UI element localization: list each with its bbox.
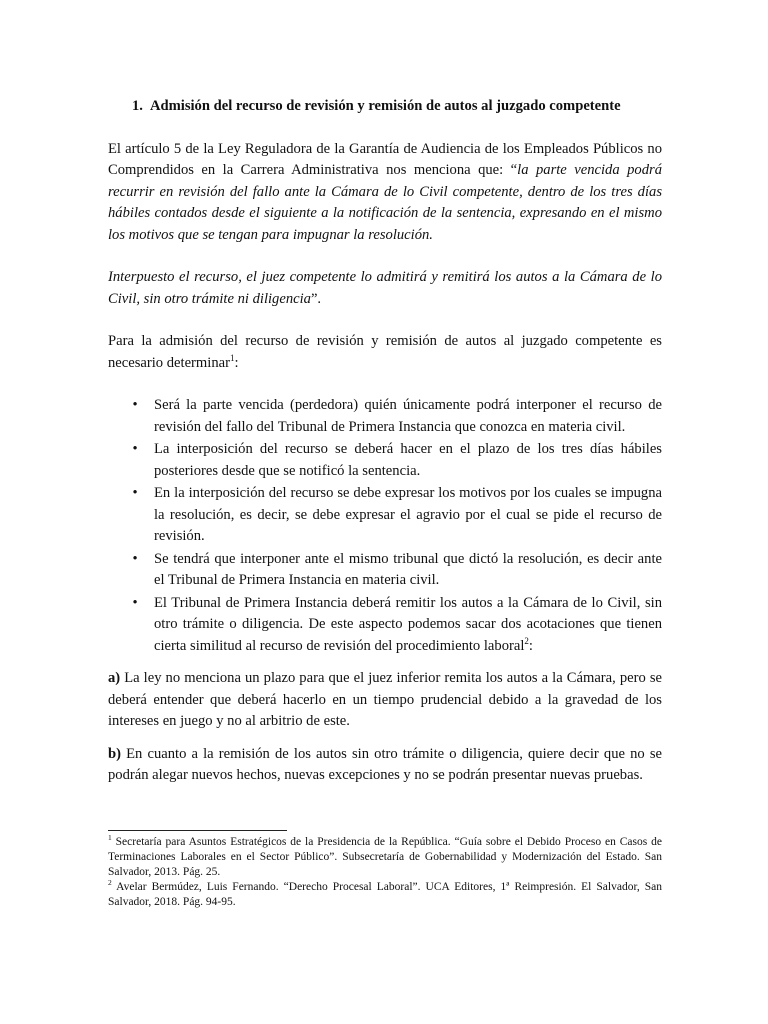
footnote-ref-1[interactable]: 1	[229, 352, 235, 363]
quoted-law-text: la parte vencida podrá recurrir en revisión del fallo ante la Cámara de lo Civil competente, dentro de los tres días hábiles contados desde el siguiente a la notificación de la sentencia, expresando en el mismo los motivos que se tengan para impugnar la resolución.	[108, 162, 662, 243]
paragraph-intro-text: El artículo 5 de la Ley Reguladora de la Garantía de Audiencia de los Empleados Públicos no Comprendidos en la Carrera Administrativa nos menciona que: “	[108, 140, 662, 178]
footnote-1	[108, 835, 662, 880]
document-body	[108, 96, 662, 787]
point-b-label: b)	[108, 745, 121, 762]
paragraph-article-5	[108, 139, 662, 247]
footnote-number: 2	[108, 878, 112, 888]
bullet-icon: •	[132, 441, 138, 457]
list-item	[108, 483, 662, 548]
point-a-text: La ley no menciona un plazo para que el juez inferior remita los autos a la Cámara, pero se deberá entender que deberá hacerlo en un tiempo prudencial debido a la gravedad de los intereses en juego y no al arbitrio de este.	[108, 670, 662, 729]
section-number: 1.	[132, 98, 143, 114]
list-item-text: La interposición del recurso se deberá hacer en el plazo de los tres días hábiles posteriores desde que se notificó la sentencia.	[154, 441, 662, 479]
bullet-icon: •	[132, 550, 138, 567]
list-item-colon: :	[528, 637, 533, 654]
footnote-text: Secretaría para Asuntos Estratégicos de la Presidencia de la República. “Guía sobre el Debido Proceso en Casos de Terminaciones Laborales en el Sector Público”. Subsecretaría de Gobernabilidad y Modernización del Estado. San Salvador, 2013. Pág. 25.	[108, 836, 662, 878]
requirements-intro-colon: :	[234, 354, 239, 371]
list-item-text: En la interposición del recurso se debe expresar los motivos por los cuales se impugna la resolución, es decir, se debe expresar el agravio por el cual se pide el recurso de revisión.	[154, 485, 662, 544]
footnote-ref-2[interactable]: 2	[524, 635, 529, 646]
list-item	[108, 593, 662, 658]
quote-close: ”.	[310, 290, 322, 307]
footnotes	[108, 830, 662, 910]
footnote-2	[108, 880, 662, 910]
paragraph-quote-continuation	[108, 267, 662, 310]
requirements-intro-text: Para la admisión del recurso de revisión y remisión de autos al juzgado competente es necesario determinar	[108, 333, 662, 371]
footnote-text: Avelar Bermúdez, Luis Fernando. “Derecho Procesal Laboral”. UCA Editores, 1ª Reimpresión. El Salvador, San Salvador, 2018. Pág. 94-95.	[108, 881, 662, 908]
quoted-law-text-2: Interpuesto el recurso, el juez competente lo admitirá y remitirá los autos a la Cámara de lo Civil, sin otro trámite ni diligencia	[108, 269, 662, 307]
list-item	[108, 439, 662, 482]
section-title: Admisión del recurso de revisión y remisión de autos al juzgado competente	[149, 98, 621, 114]
paragraph-requirements-intro	[108, 331, 662, 374]
requirements-list	[108, 395, 662, 657]
list-item-text: Será la parte vencida (perdedora) quién únicamente podrá interponer el recurso de revisión del fallo del Tribunal de Primera Instancia que conozca en materia civil.	[154, 397, 662, 435]
section-heading	[132, 96, 662, 118]
footnote-divider	[108, 830, 287, 831]
point-b-text: En cuanto a la remisión de los autos sin otro trámite o diligencia, quiere decir que no se podrán alegar nuevos hechos, nuevas excepciones y no se podrán presentar nuevas pruebas.	[108, 745, 662, 783]
bullet-icon: •	[132, 485, 138, 501]
footnote-number: 1	[108, 833, 112, 843]
bullet-icon: •	[132, 594, 138, 611]
point-a-label: a)	[108, 670, 121, 686]
list-item-text: El Tribunal de Primera Instancia deberá remitir los autos a la Cámara de lo Civil, sin otro trámite o diligencia. De este aspecto podemos sacar dos acotaciones que tienen cierta similitud al recurso de revisión del procedimiento laboral	[154, 594, 662, 654]
list-item	[108, 549, 662, 592]
list-item-text: Se tendrá que interponer ante el mismo tribunal que dictó la resolución, es decir ante el Tribunal de Primera Instancia en materia civil.	[154, 550, 662, 588]
bullet-icon: •	[132, 397, 138, 413]
paragraph-point-b	[108, 744, 662, 787]
list-item	[108, 395, 662, 438]
paragraph-point-a	[108, 668, 662, 733]
